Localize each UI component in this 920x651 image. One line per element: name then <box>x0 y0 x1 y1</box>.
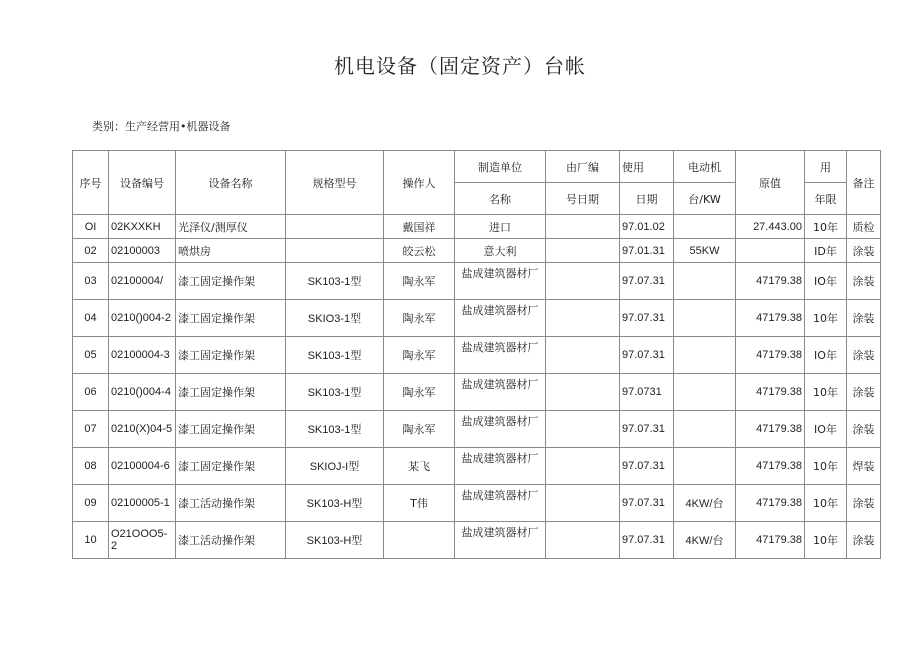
cell-remark: 涂装 <box>847 263 881 300</box>
table-row <box>73 300 881 337</box>
header-use-top: 使用 <box>620 151 674 183</box>
cell-code: 0210()004-4 <box>109 374 176 411</box>
cell-value <box>736 239 805 263</box>
cell-seq: 02 <box>73 239 109 263</box>
cell-serial <box>546 485 620 522</box>
cell-value: 47179.38 <box>736 522 805 559</box>
header-code: 设备编号 <box>109 151 176 215</box>
cell-life: IO年 <box>805 337 847 374</box>
cell-name: 漆工固定操作架 <box>176 448 286 485</box>
cell-maker: 盐成建筑器材厂 <box>455 263 546 300</box>
cell-remark: 涂装 <box>847 411 881 448</box>
cell-life: 10年 <box>805 448 847 485</box>
cell-seq: 07 <box>73 411 109 448</box>
cell-use-date: 97.07.31 <box>620 448 674 485</box>
header-model: 规格型号 <box>286 151 384 215</box>
cell-operator <box>384 522 455 559</box>
cell-life: IO年 <box>805 263 847 300</box>
cell-model: SK103-H型 <box>286 485 384 522</box>
cell-maker: 盐成建筑器材厂 <box>455 337 546 374</box>
cell-serial <box>546 448 620 485</box>
cell-value: 47179.38 <box>736 374 805 411</box>
cell-value: 47179.38 <box>736 485 805 522</box>
cell-value: 47179.38 <box>736 300 805 337</box>
cell-serial <box>546 374 620 411</box>
cell-motor <box>674 448 736 485</box>
cell-motor <box>674 337 736 374</box>
cell-remark: 涂装 <box>847 485 881 522</box>
table-row <box>73 337 881 374</box>
cell-code: 02KXXKH <box>109 215 176 239</box>
cell-life: 10年 <box>805 374 847 411</box>
cell-name: 漆工固定操作架 <box>176 300 286 337</box>
table-row <box>73 411 881 448</box>
header-maker-bottom: 名称 <box>455 183 546 215</box>
cell-motor <box>674 215 736 239</box>
cell-life: 10年 <box>805 215 847 239</box>
cell-seq: 10 <box>73 522 109 559</box>
cell-use-date: 97.07.31 <box>620 411 674 448</box>
cell-remark: 涂装 <box>847 522 881 559</box>
cell-code: 0210(X)04-5 <box>109 411 176 448</box>
cell-motor <box>674 263 736 300</box>
table-row <box>73 522 881 559</box>
cell-value: 27.443.00 <box>736 215 805 239</box>
category-label: 类别：生产经营用•机器设备 <box>92 120 231 133</box>
cell-name: 漆工活动操作架 <box>176 485 286 522</box>
cell-motor <box>674 300 736 337</box>
cell-maker: 盐成建筑器材厂 <box>455 300 546 337</box>
cell-code: O21OOO5-2 <box>109 522 176 559</box>
cell-value: 47179.38 <box>736 337 805 374</box>
cell-motor: 4KW/台 <box>674 485 736 522</box>
cell-operator: 陶永军 <box>384 263 455 300</box>
cell-maker: 盐成建筑器材厂 <box>455 411 546 448</box>
cell-name: 喷烘房 <box>176 239 286 263</box>
cell-name: 漆工固定操作架 <box>176 374 286 411</box>
header-motor-top: 电动机 <box>674 151 736 183</box>
header-use-bottom: 日期 <box>620 183 674 215</box>
table-row <box>73 263 881 300</box>
cell-value: 47179.38 <box>736 448 805 485</box>
table-row <box>73 448 881 485</box>
cell-model: SK103-1型 <box>286 337 384 374</box>
cell-code: 02100003 <box>109 239 176 263</box>
header-life-bottom: 年限 <box>805 183 847 215</box>
cell-model: SK103-1型 <box>286 411 384 448</box>
cell-motor: 55KW <box>674 239 736 263</box>
page-title: 机电设备（固定资产）台帐 <box>334 54 586 78</box>
cell-use-date: 97.01.31 <box>620 239 674 263</box>
cell-serial <box>546 300 620 337</box>
cell-operator: 戴国祥 <box>384 215 455 239</box>
cell-serial <box>546 522 620 559</box>
cell-life: IO年 <box>805 411 847 448</box>
header-maker-top: 制造单位 <box>455 151 546 183</box>
cell-seq: 08 <box>73 448 109 485</box>
cell-use-date: 97.01.02 <box>620 215 674 239</box>
cell-serial <box>546 239 620 263</box>
cell-operator: 陶永军 <box>384 374 455 411</box>
header-row-1 <box>73 151 881 183</box>
cell-operator: 陶永军 <box>384 300 455 337</box>
cell-motor <box>674 411 736 448</box>
cell-name: 光泽仪/测厚仪 <box>176 215 286 239</box>
cell-life: 10年 <box>805 485 847 522</box>
cell-use-date: 97.0731 <box>620 374 674 411</box>
cell-seq: 03 <box>73 263 109 300</box>
cell-maker: 盐成建筑器材厂 <box>455 522 546 559</box>
cell-remark: 焊装 <box>847 448 881 485</box>
cell-maker: 盐成建筑器材厂 <box>455 448 546 485</box>
cell-remark: 涂装 <box>847 239 881 263</box>
cell-motor <box>674 374 736 411</box>
cell-code: 02100004/ <box>109 263 176 300</box>
cell-operator: 某飞 <box>384 448 455 485</box>
header-name: 设备名称 <box>176 151 286 215</box>
cell-remark: 涂装 <box>847 337 881 374</box>
cell-use-date: 97.07.31 <box>620 337 674 374</box>
cell-value: 47179.38 <box>736 263 805 300</box>
cell-code: 02100004-3 <box>109 337 176 374</box>
cell-use-date: 97.07.31 <box>620 522 674 559</box>
cell-use-date: 97.07.31 <box>620 485 674 522</box>
cell-operator: T伟 <box>384 485 455 522</box>
cell-code: 0210()004-2 <box>109 300 176 337</box>
header-life-top: 用 <box>805 151 847 183</box>
cell-maker: 进口 <box>455 215 546 239</box>
cell-life: ID年 <box>805 239 847 263</box>
table-row <box>73 215 881 239</box>
cell-seq: 05 <box>73 337 109 374</box>
cell-seq: 04 <box>73 300 109 337</box>
cell-use-date: 97.07.31 <box>620 263 674 300</box>
cell-model: SKIO3-1型 <box>286 300 384 337</box>
cell-name: 漆工固定操作架 <box>176 411 286 448</box>
cell-model: SK103-H型 <box>286 522 384 559</box>
cell-seq: OI <box>73 215 109 239</box>
cell-seq: 06 <box>73 374 109 411</box>
cell-model <box>286 239 384 263</box>
cell-model: SK103-1型 <box>286 374 384 411</box>
cell-operator: 陶永军 <box>384 411 455 448</box>
cell-model <box>286 215 384 239</box>
header-seq: 序号 <box>73 151 109 215</box>
header-value: 原值 <box>736 151 805 215</box>
table-row <box>73 374 881 411</box>
equipment-ledger-table <box>72 150 881 559</box>
cell-life: 10年 <box>805 300 847 337</box>
cell-life: 10年 <box>805 522 847 559</box>
table-row <box>73 239 881 263</box>
cell-operator: 皎云松 <box>384 239 455 263</box>
cell-remark: 涂装 <box>847 300 881 337</box>
header-operator: 操作人 <box>384 151 455 215</box>
cell-remark: 涂装 <box>847 374 881 411</box>
cell-maker: 盐成建筑器材厂 <box>455 485 546 522</box>
cell-serial <box>546 337 620 374</box>
cell-value: 47179.38 <box>736 411 805 448</box>
cell-serial <box>546 215 620 239</box>
cell-model: SKIOJ-I型 <box>286 448 384 485</box>
header-motor-bottom: 台/KW <box>674 183 736 215</box>
cell-use-date: 97.07.31 <box>620 300 674 337</box>
cell-seq: 09 <box>73 485 109 522</box>
header-serial-top: 由厂编 <box>546 151 620 183</box>
header-remark: 备注 <box>847 151 881 215</box>
cell-remark: 质检 <box>847 215 881 239</box>
cell-code: 02100004-6 <box>109 448 176 485</box>
cell-maker: 盐成建筑器材厂 <box>455 374 546 411</box>
cell-name: 漆工固定操作架 <box>176 263 286 300</box>
cell-serial <box>546 263 620 300</box>
cell-code: 02100005-1 <box>109 485 176 522</box>
header-serial-bottom: 号日期 <box>546 183 620 215</box>
cell-maker: 意大利 <box>455 239 546 263</box>
cell-serial <box>546 411 620 448</box>
cell-motor: 4KW/台 <box>674 522 736 559</box>
cell-name: 漆工固定操作架 <box>176 337 286 374</box>
cell-name: 漆工活动操作架 <box>176 522 286 559</box>
cell-model: SK103-1型 <box>286 263 384 300</box>
cell-operator: 陶永军 <box>384 337 455 374</box>
table-row <box>73 485 881 522</box>
